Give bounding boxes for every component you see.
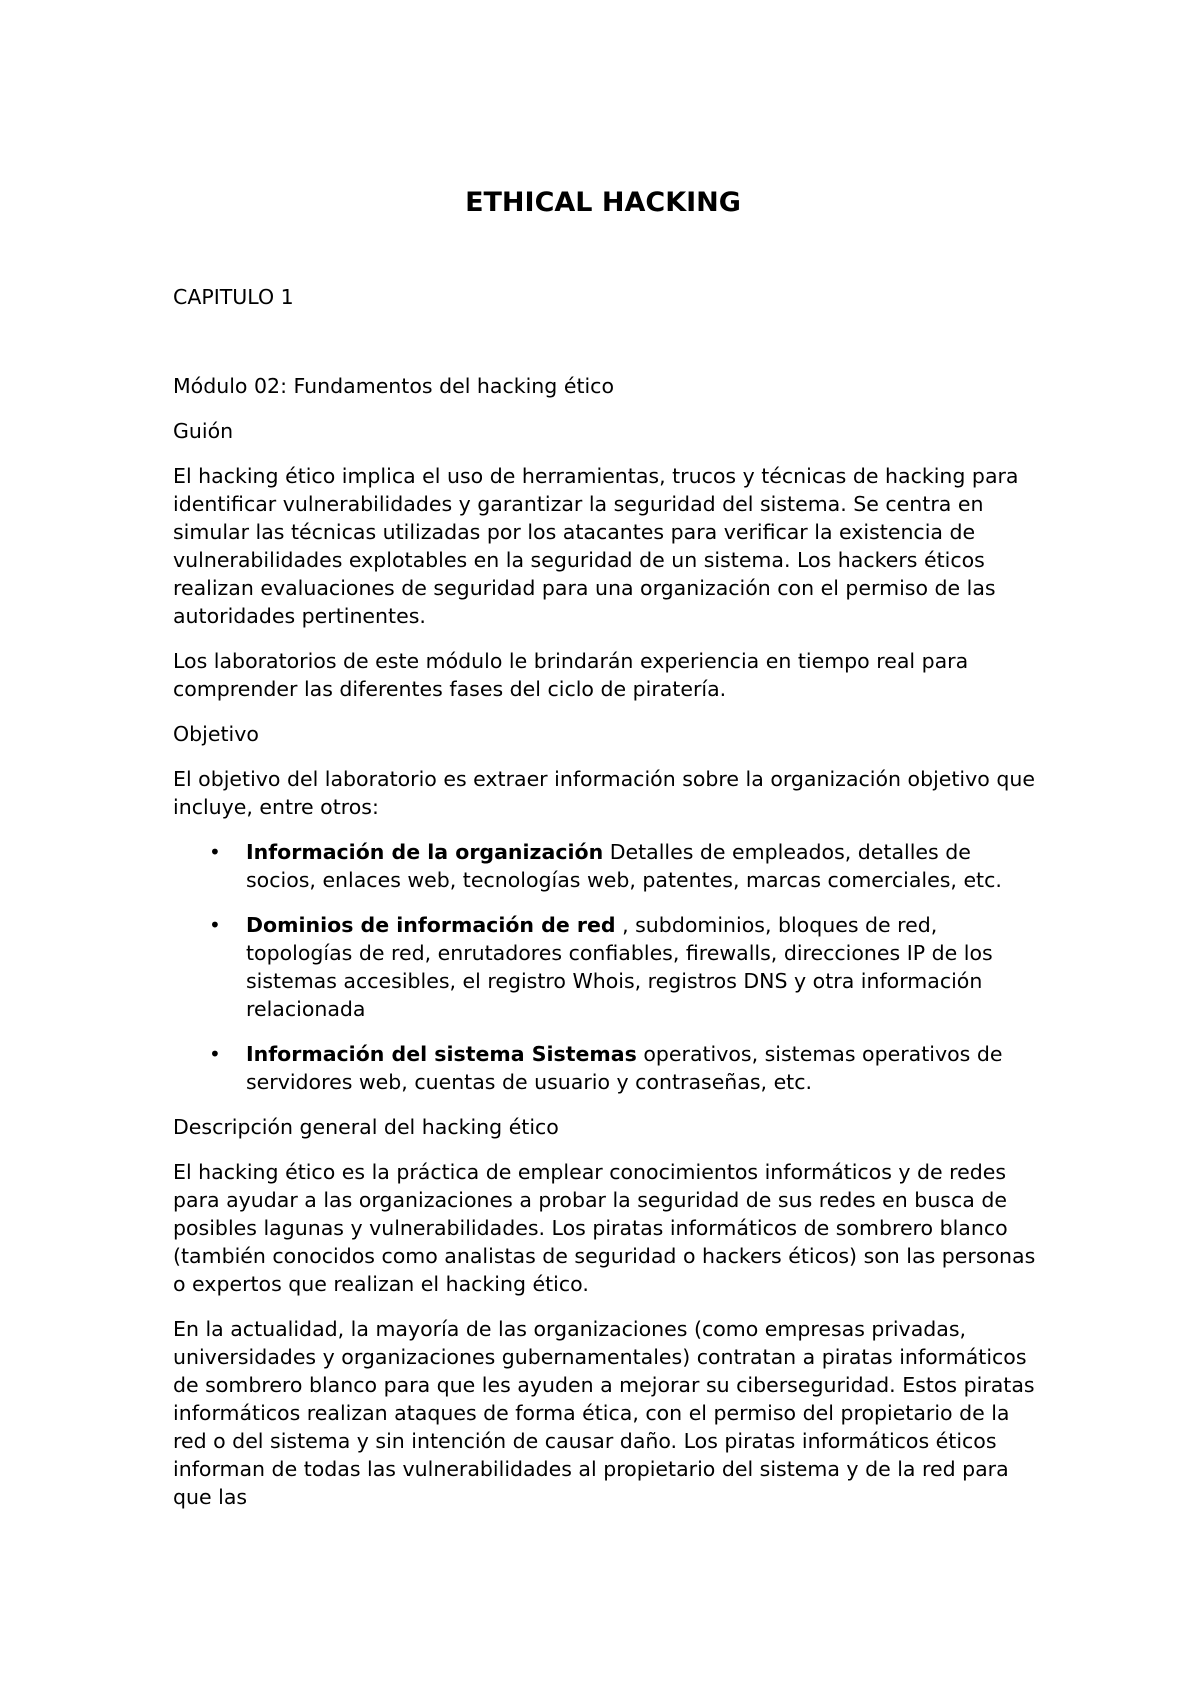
bullet-text: , subdominios, bloques de red, topologías de red, enrutadores confiables, firewalls, direcciones IP de los sistemas accesibles, el registro Whois, registros DNS y otra información relacionada [246,913,993,1021]
chapter-label: CAPITULO 1 [173,285,294,309]
list-item [173,1040,1043,1096]
bullet-icon: • [209,913,221,937]
document-title: ETHICAL HACKING [465,187,741,218]
bullet-text: Detalles de empleados, detalles de socios, enlaces web, tecnologías web, patentes, marcas comerciales, etc. [246,840,1002,892]
overview-paragraph-1: El hacking ético es la práctica de emplear conocimientos informáticos y de redes para ayudar a las organizaciones a probar la seguridad de sus redes en busca de posibles lagunas y vulnerabilidades. Los piratas informáticos de sombrero blanco (también conocidos como analistas de seguridad o hackers éticos) son las personas o expertos que realizan el hacking ético. [173,1160,1036,1296]
document-body [173,372,1043,1528]
bullet-term: Información del sistema Sistemas [246,1042,637,1066]
guion-heading: Guión [173,419,234,443]
overview-heading: Descripción general del hacking ético [173,1115,559,1139]
module-title: Módulo 02: Fundamentos del hacking ético [173,374,614,398]
bullet-icon: • [209,1042,221,1066]
objetivo-heading: Objetivo [173,722,259,746]
objetivo-bullet-list [173,838,1043,1096]
guion-paragraph-1: El hacking ético implica el uso de herramientas, trucos y técnicas de hacking para identificar vulnerabilidades y garantizar la seguridad del sistema. Se centra en simular las técnicas utilizadas por los atacantes para verificar la existencia de vulnerabilidades explotables en la seguridad de un sistema. Los hackers éticos realizan evaluaciones de seguridad para una organización con el permiso de las autoridades pertinentes. [173,464,1019,628]
bullet-term: Dominios de información de red [246,913,616,937]
objetivo-paragraph: El objetivo del laboratorio es extraer información sobre la organización objetivo que incluye, entre otros: [173,767,1035,819]
bullet-icon: • [209,840,221,864]
overview-paragraph-2: En la actualidad, la mayoría de las organizaciones (como empresas privadas, universidades y organizaciones gubernamentales) contratan a piratas informáticos de sombrero blanco para que les ayuden a mejorar su ciberseguridad. Estos piratas informáticos realizan ataques de forma ética, con el permiso del propietario de la red o del sistema y sin intención de causar daño. Los piratas informáticos éticos informan de todas las vulnerabilidades al propietario del sistema y de la red para que las [173,1317,1035,1509]
list-item [173,838,1043,894]
bullet-text: operativos, sistemas operativos de servidores web, cuentas de usuario y contraseñas, etc. [246,1042,1003,1094]
list-item [173,911,1043,1023]
guion-paragraph-2: Los laboratorios de este módulo le brindarán experiencia en tiempo real para comprender las diferentes fases del ciclo de piratería. [173,649,969,701]
bullet-term: Información de la organización [246,840,604,864]
